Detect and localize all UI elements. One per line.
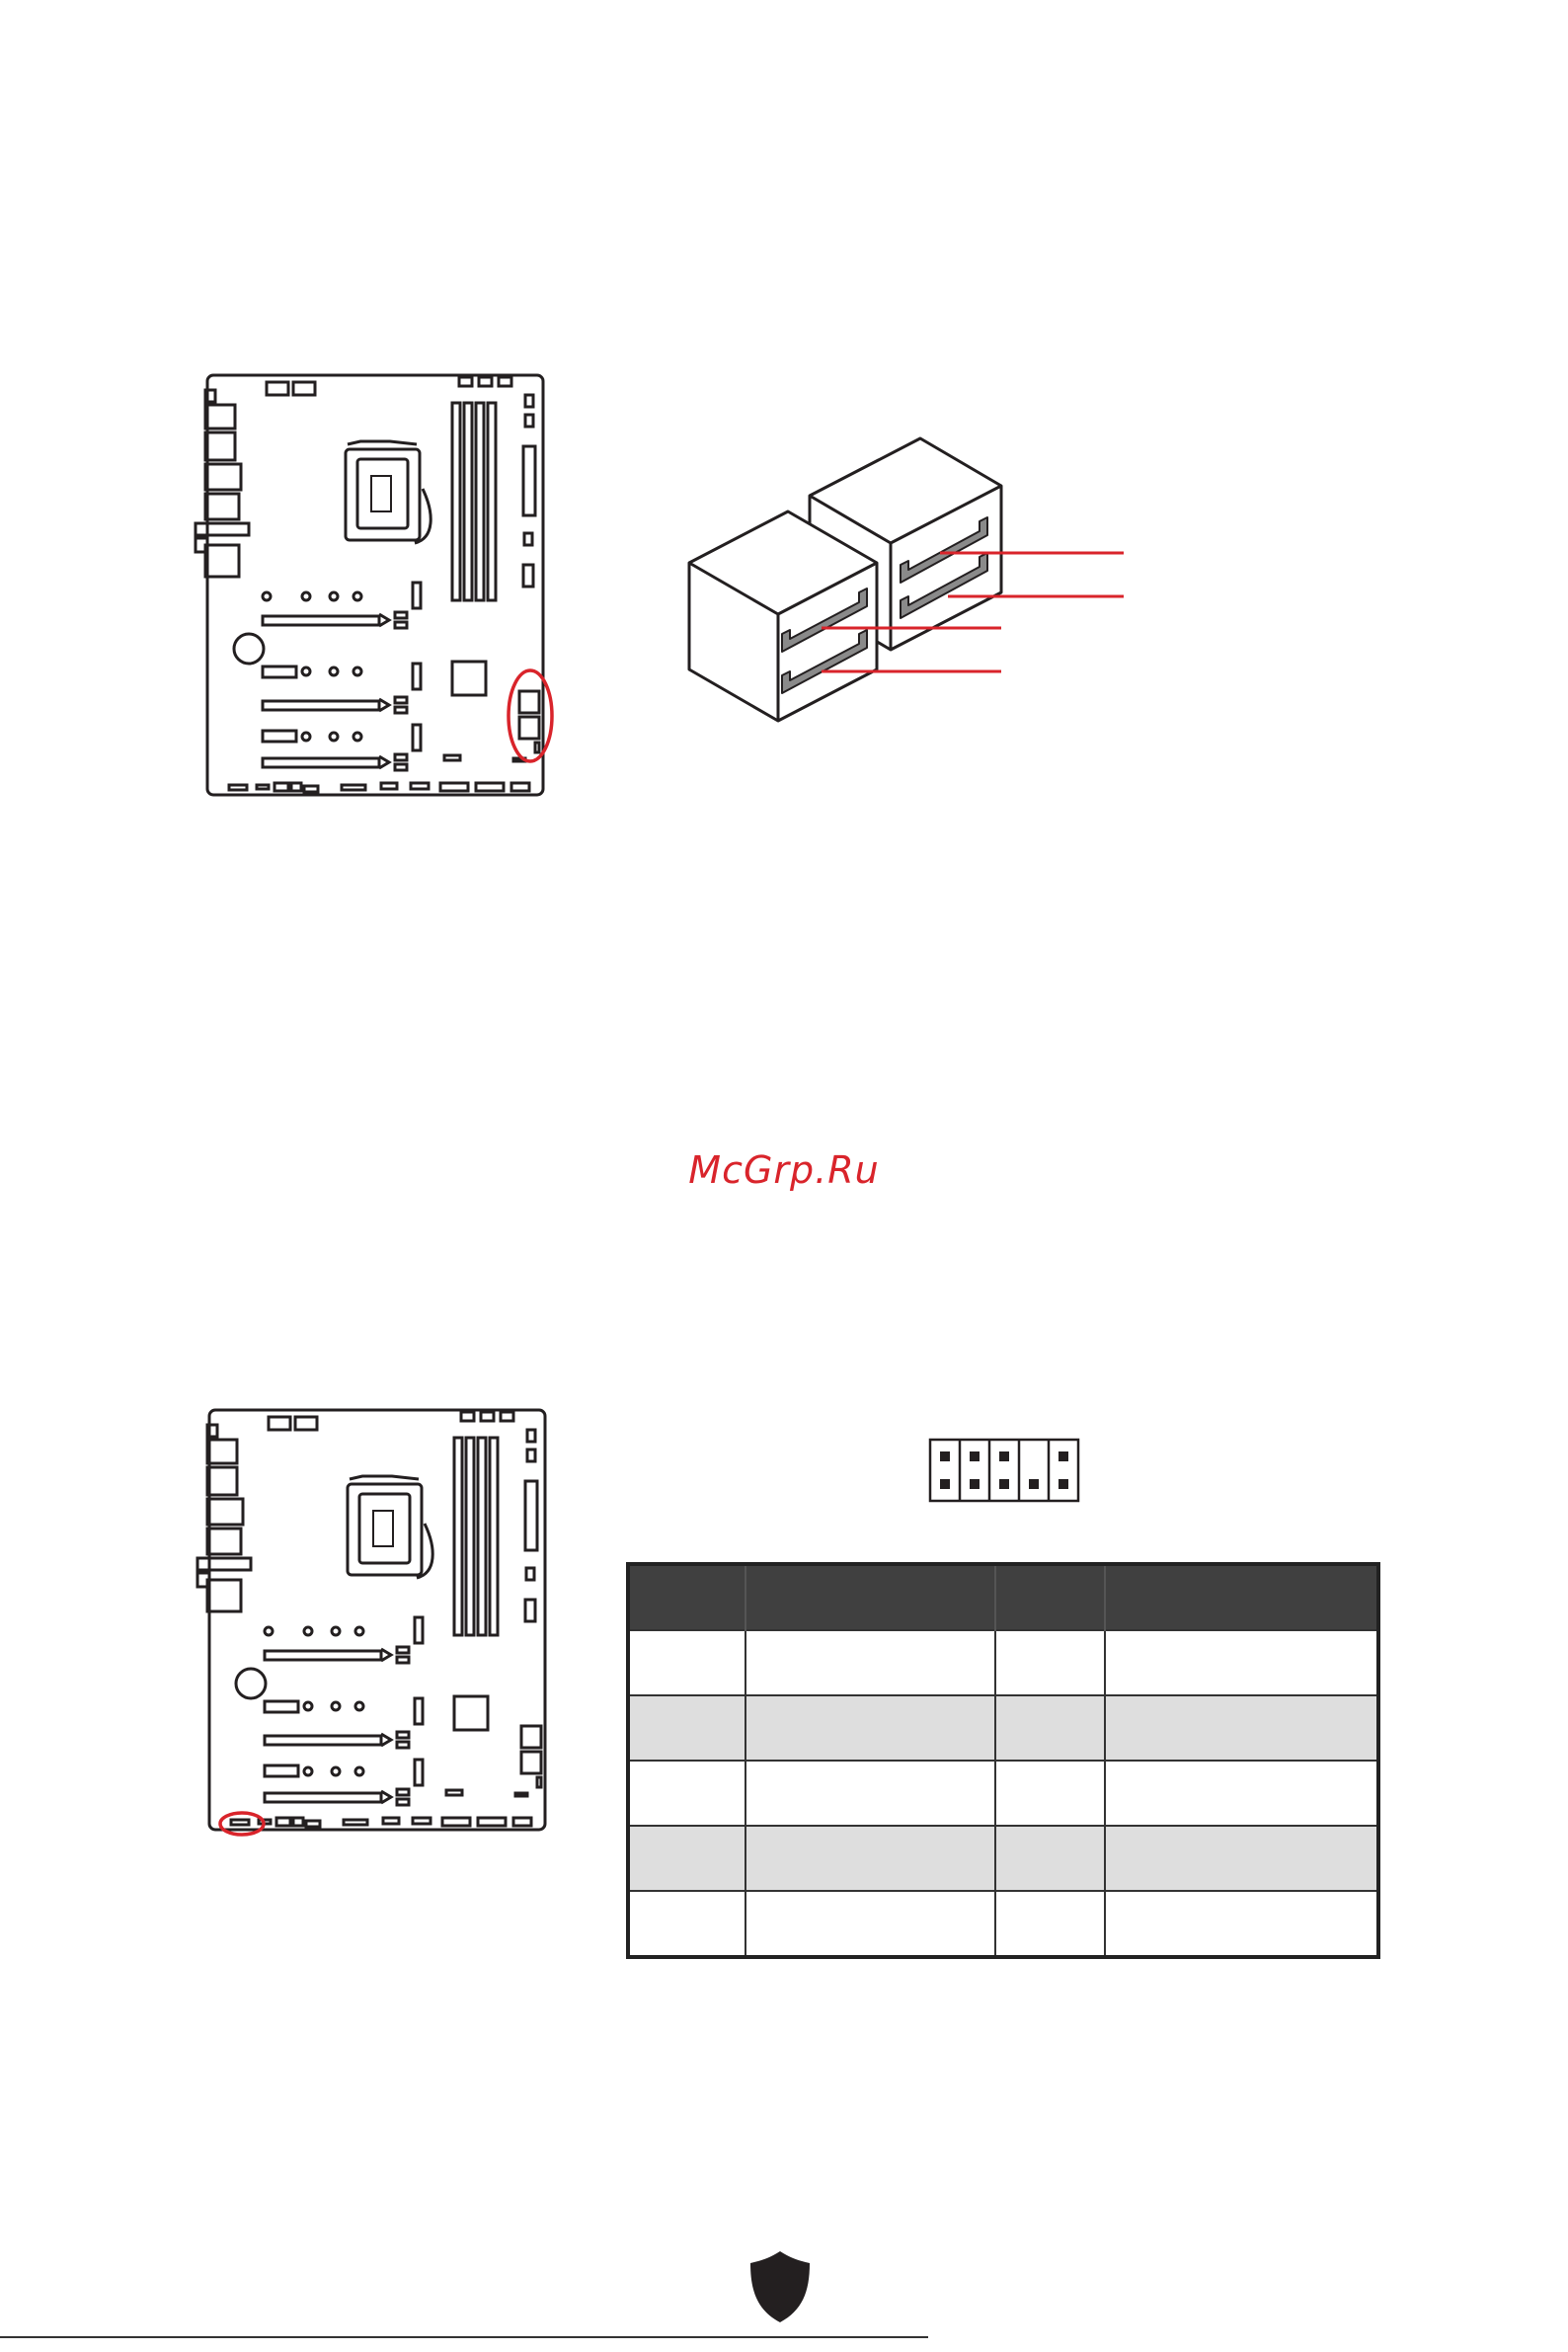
table-cell bbox=[745, 1695, 995, 1761]
table-cell bbox=[745, 1630, 995, 1695]
table-cell bbox=[1105, 1826, 1378, 1891]
table-cell bbox=[628, 1761, 745, 1826]
watermark-text: McGrp.Ru bbox=[688, 1148, 880, 1192]
table-cell bbox=[995, 1891, 1105, 1957]
pin-definition-table bbox=[626, 1562, 1380, 1959]
shield-logo-icon bbox=[746, 2247, 814, 2326]
table-cell bbox=[995, 1695, 1105, 1761]
table-row bbox=[628, 1695, 1378, 1761]
table-header-cell bbox=[1105, 1564, 1378, 1630]
table-header-cell bbox=[628, 1564, 745, 1630]
table-cell bbox=[745, 1891, 995, 1957]
table-cell bbox=[745, 1826, 995, 1891]
table-header-cell bbox=[745, 1564, 995, 1630]
table-header-cell bbox=[995, 1564, 1105, 1630]
table-row bbox=[628, 1761, 1378, 1826]
motherboard-diagram-bottom bbox=[190, 1400, 575, 1844]
table-row bbox=[628, 1891, 1378, 1957]
table-header-row bbox=[628, 1564, 1378, 1630]
table-row bbox=[628, 1826, 1378, 1891]
table-cell bbox=[1105, 1891, 1378, 1957]
table-row bbox=[628, 1630, 1378, 1695]
sata-connector-illustration bbox=[671, 425, 1136, 741]
table-cell bbox=[1105, 1761, 1378, 1826]
footer-rule bbox=[0, 2336, 928, 2338]
table-cell bbox=[995, 1826, 1105, 1891]
table-cell bbox=[995, 1761, 1105, 1826]
table-cell bbox=[628, 1891, 745, 1957]
table-cell bbox=[995, 1630, 1105, 1695]
table-cell bbox=[1105, 1695, 1378, 1761]
pin-header-icon bbox=[928, 1438, 1082, 1505]
motherboard-diagram-top bbox=[188, 365, 573, 810]
table-cell bbox=[628, 1826, 745, 1891]
table-cell bbox=[745, 1761, 995, 1826]
table-cell bbox=[628, 1630, 745, 1695]
table-cell bbox=[628, 1695, 745, 1761]
table-cell bbox=[1105, 1630, 1378, 1695]
